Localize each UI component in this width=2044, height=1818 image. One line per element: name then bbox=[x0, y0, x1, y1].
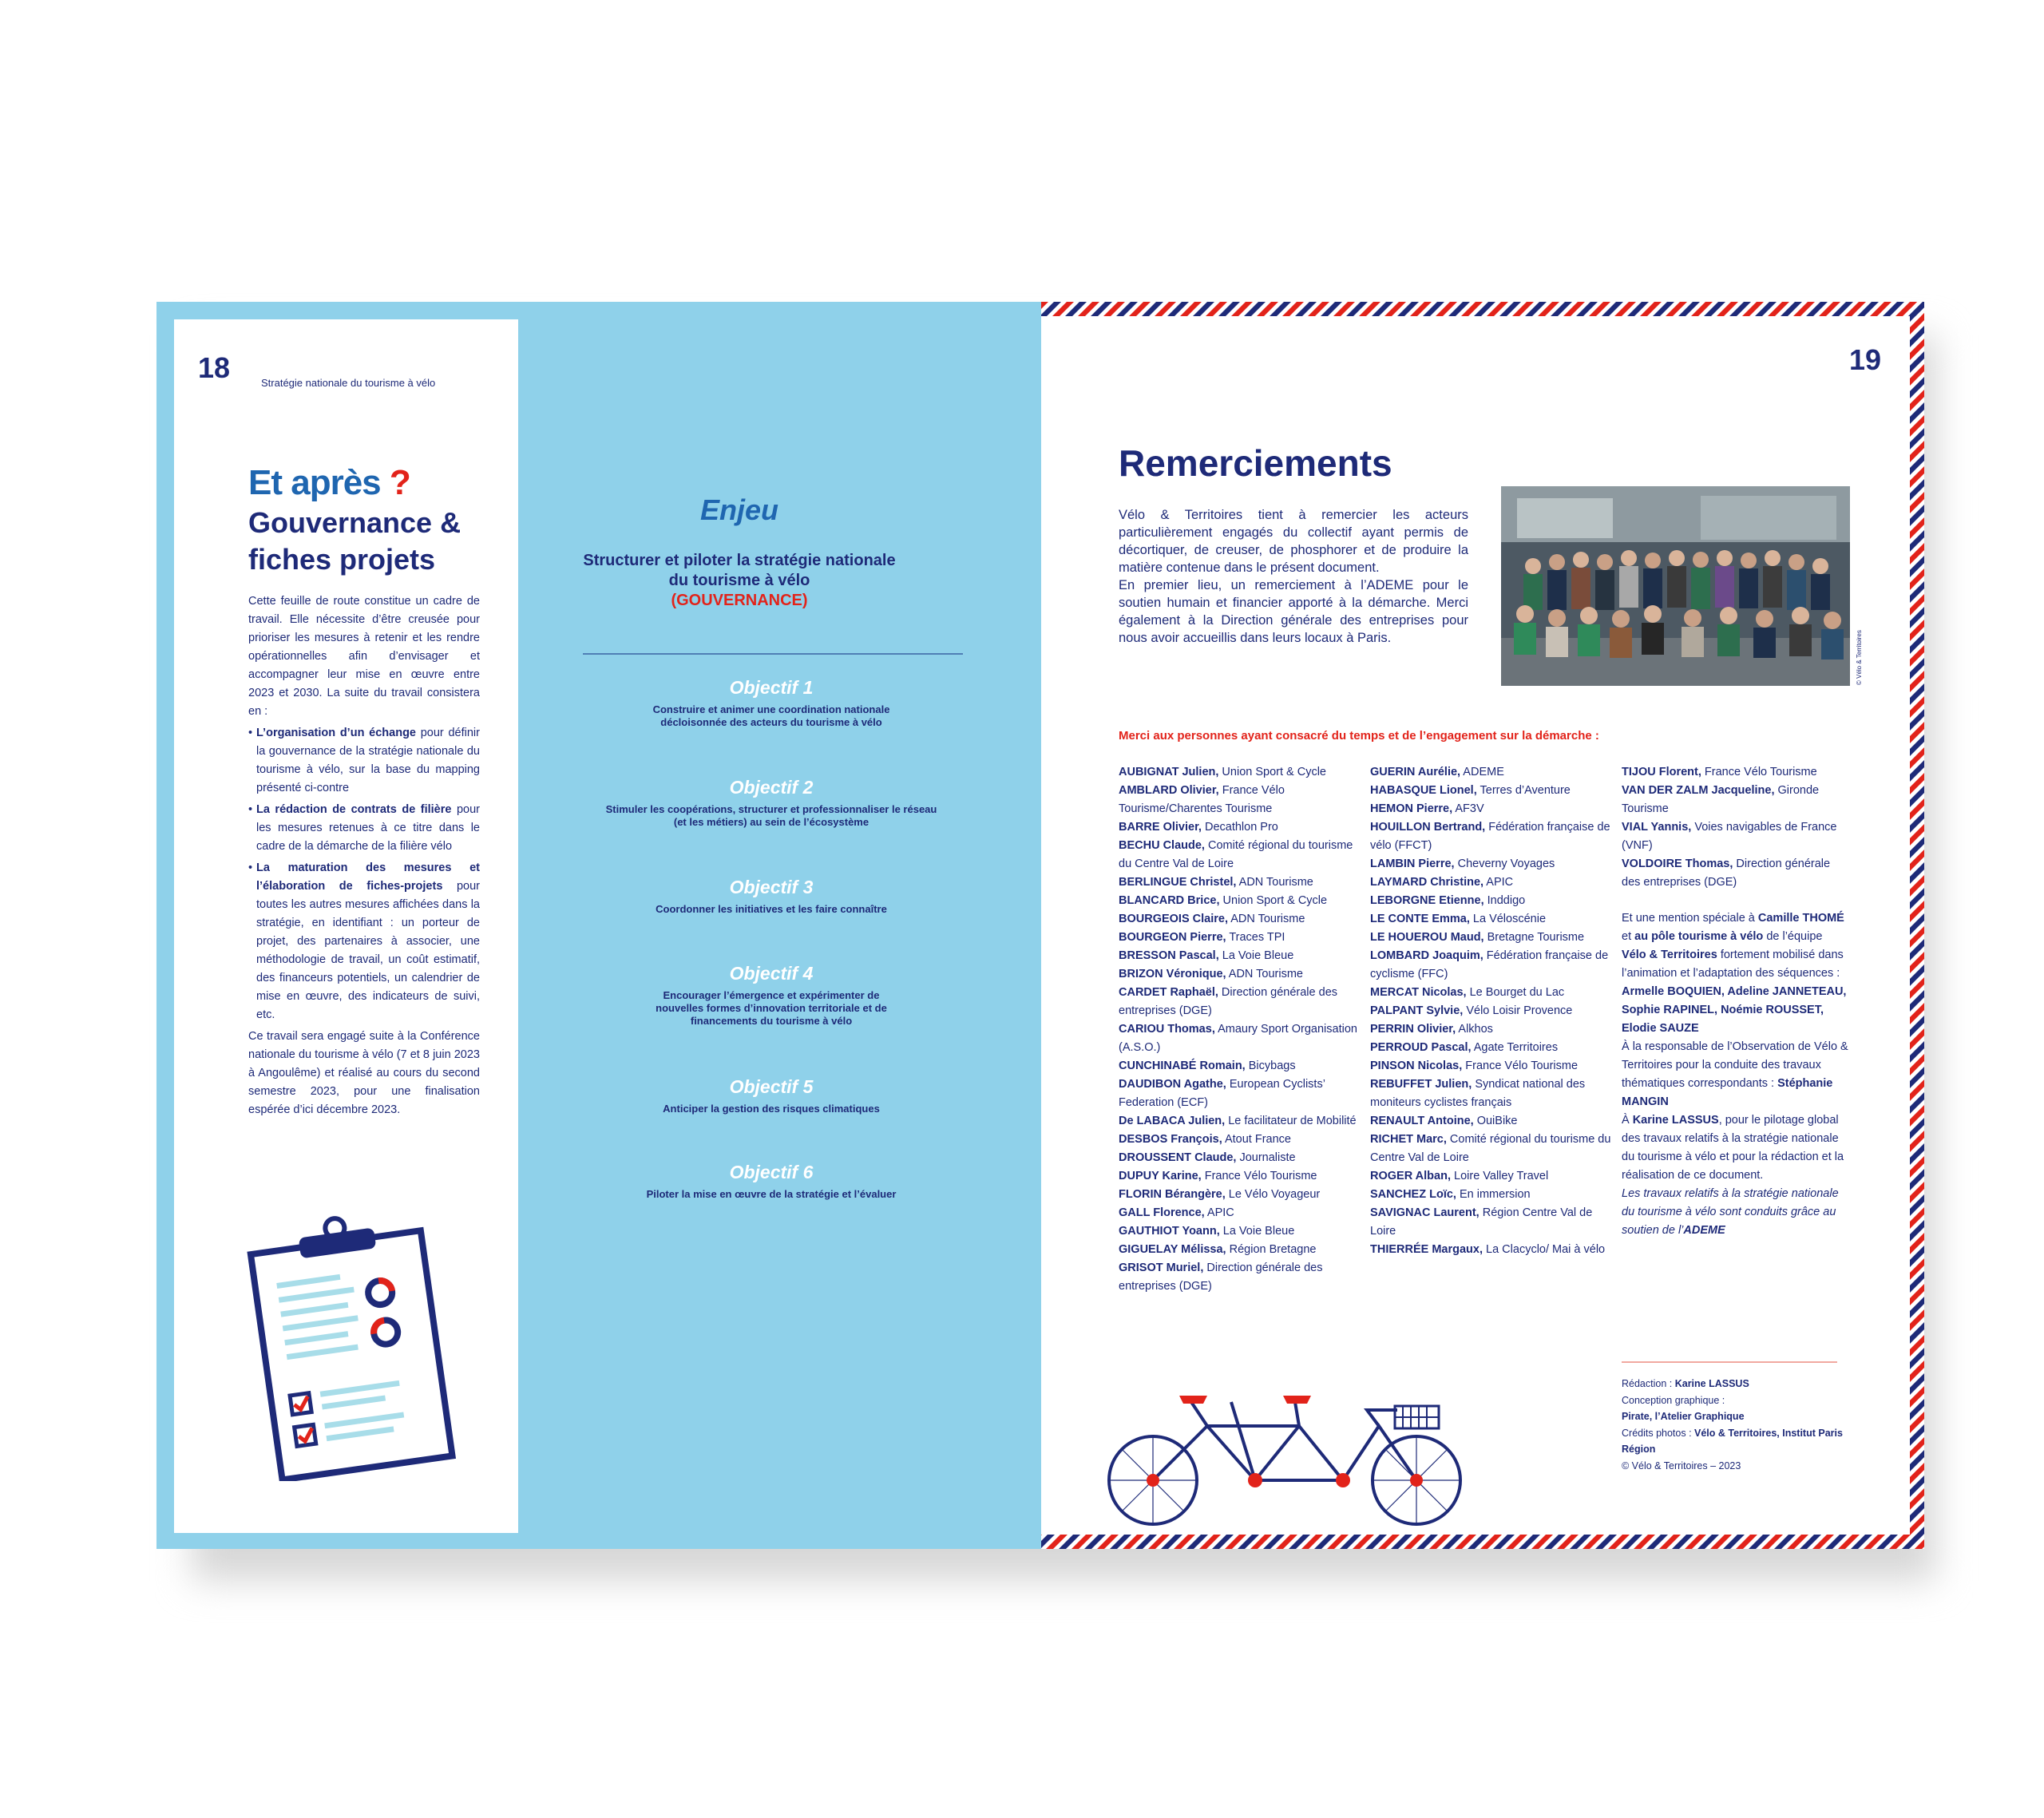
acknowledged-person bbox=[1119, 929, 1362, 947]
person-organisation: APIC bbox=[1483, 876, 1514, 889]
person-organisation: European Cyclists’ Federation (ECF) bbox=[1119, 1078, 1325, 1109]
acknowledged-person bbox=[1370, 910, 1614, 929]
acknowledged-person bbox=[1370, 1112, 1614, 1131]
person-name: SANCHEZ Loïc, bbox=[1370, 1188, 1456, 1201]
tandem-bicycle-illustration bbox=[1103, 1378, 1479, 1530]
person-name: CARDET Raphaël, bbox=[1119, 986, 1218, 999]
acknowledged-person bbox=[1119, 763, 1362, 782]
acknowledged-person bbox=[1119, 837, 1362, 873]
person-organisation: France Vélo Tourisme bbox=[1701, 766, 1817, 778]
acknowledged-person bbox=[1370, 1002, 1614, 1020]
acknowledged-person bbox=[1119, 1167, 1362, 1186]
person-organisation: Terres d’Aventure bbox=[1476, 784, 1571, 797]
person-organisation: APIC bbox=[1204, 1206, 1234, 1219]
person-name: GUERIN Aurélie, bbox=[1370, 766, 1461, 778]
person-organisation: Union Sport & Cycle bbox=[1218, 766, 1326, 778]
bullet-item: • L’organisation d’un échange pour définir la gouvernance de la stratégie nationale du tourisme à vélo, sur la base du mapping présenté ci-contre bbox=[248, 724, 480, 798]
credits-rule bbox=[1622, 1361, 1837, 1363]
person-name: HABASQUE Lionel, bbox=[1370, 784, 1477, 797]
person-name: RENAULT Antoine, bbox=[1370, 1115, 1474, 1127]
person-name: DROUSSENT Claude, bbox=[1119, 1151, 1237, 1164]
person-name: LOMBARD Joaquim, bbox=[1370, 949, 1483, 962]
person-name: REBUFFET Julien, bbox=[1370, 1078, 1472, 1091]
remerciements-title: Remerciements bbox=[1119, 442, 1392, 484]
person-organisation: Comité régional du tourisme du Centre Val de Loire bbox=[1370, 1133, 1611, 1164]
objective-4: Objectif 4 Encourager l’émergence et expérimenter de nouvelles formes d’innovation territoriale et de financements du tourisme à vélo bbox=[656, 963, 887, 1027]
acknowledged-person bbox=[1119, 1204, 1362, 1222]
page-number-right: 19 bbox=[1849, 343, 1882, 376]
acknowledged-person bbox=[1370, 892, 1614, 910]
acknowledged-person bbox=[1370, 947, 1614, 984]
objective-6: Objectif 6 Piloter la mise en œuvre de la stratégie et l’évaluer bbox=[646, 1162, 897, 1200]
acknowledged-person bbox=[1119, 1222, 1362, 1241]
special-mention: Et une mention spéciale à Camille THOMÉ et au pôle tourisme à vélo de l’équipe Vélo & Territoires fortement mobilisé dans l’animation et l’adaptation des séquences : Armelle BOQUIEN, Adeline JANNETEAU, Sophie RAPINEL, Noémie ROUSSET, Elodie SAUZE bbox=[1622, 912, 1847, 1035]
acknowledged-person bbox=[1622, 782, 1849, 818]
acknowledged-person bbox=[1370, 763, 1614, 782]
acknowledged-person bbox=[1119, 1131, 1362, 1149]
person-organisation: Cheverny Voyages bbox=[1454, 858, 1555, 870]
person-organisation: Direction générale des entreprises (DGE) bbox=[1622, 858, 1831, 889]
person-name: CUNCHINABÉ Romain, bbox=[1119, 1060, 1246, 1072]
person-organisation: OuiBike bbox=[1473, 1115, 1518, 1127]
person-name: AUBIGNAT Julien, bbox=[1119, 766, 1219, 778]
person-name: PINSON Nicolas, bbox=[1370, 1060, 1463, 1072]
acknowledged-person bbox=[1370, 855, 1614, 873]
person-organisation: La Voie Bleue bbox=[1218, 949, 1294, 962]
divider bbox=[583, 653, 963, 655]
outro-paragraph: Ce travail sera engagé suite à la Conférence nationale du tourisme à vélo (7 et 8 juin 2023 à Angoulême) et réalisé au cours du second semestre 2023, pour une finalisation espérée d’ici décembre 2023. bbox=[248, 1030, 480, 1116]
person-organisation: France Vélo Tourisme bbox=[1462, 1060, 1579, 1072]
person-name: FLORIN Bérangère, bbox=[1119, 1188, 1226, 1201]
acknowledged-person bbox=[1119, 965, 1362, 984]
person-name: VIAL Yannis, bbox=[1622, 821, 1692, 834]
person-name: GALL Florence, bbox=[1119, 1206, 1205, 1219]
person-name: MERCAT Nicolas, bbox=[1370, 986, 1467, 999]
person-name: LE CONTE Emma, bbox=[1370, 913, 1470, 925]
person-organisation: Direction générale des entreprises (DGE) bbox=[1119, 1262, 1323, 1293]
acknowledged-person bbox=[1370, 1241, 1614, 1259]
acknowledged-person bbox=[1370, 929, 1614, 947]
person-organisation: La Clacyclo/ Mai à vélo bbox=[1483, 1243, 1606, 1256]
acknowledged-person bbox=[1370, 1167, 1614, 1186]
acknowledged-person bbox=[1370, 1131, 1614, 1167]
person-name: LAYMARD Christine, bbox=[1370, 876, 1484, 889]
person-organisation: Bicybags bbox=[1245, 1060, 1296, 1072]
person-name: DESBOS François, bbox=[1119, 1133, 1222, 1146]
credits-block: Rédaction : Karine LASSUS Conception graphique : Pirate, l’Atelier Graphique Crédits photos : Vélo & Territoires, Institut Paris Région © Vélo & Territoires – 2023 bbox=[1622, 1378, 1843, 1471]
acknowledged-person bbox=[1622, 855, 1849, 892]
acknowledged-person bbox=[1622, 763, 1849, 782]
person-name: AMBLARD Olivier, bbox=[1119, 784, 1219, 797]
person-name: HOUILLON Bertrand, bbox=[1370, 821, 1486, 834]
names-column-2 bbox=[1370, 763, 1614, 1259]
person-organisation: En immersion bbox=[1456, 1188, 1531, 1201]
acknowledged-person bbox=[1119, 1020, 1362, 1057]
person-name: CARIOU Thomas, bbox=[1119, 1023, 1215, 1036]
person-name: BLANCARD Brice, bbox=[1119, 894, 1220, 907]
person-name: GIGUELAY Mélissa, bbox=[1119, 1243, 1226, 1256]
left-page bbox=[156, 302, 1041, 1549]
person-name: PERRIN Olivier, bbox=[1370, 1023, 1456, 1036]
left-text-panel bbox=[174, 319, 518, 1533]
person-organisation: Loire Valley Travel bbox=[1450, 1170, 1549, 1182]
person-organisation: Le facilitateur de Mobilité bbox=[1225, 1115, 1357, 1127]
person-name: RICHET Marc, bbox=[1370, 1133, 1447, 1146]
acknowledged-person bbox=[1119, 910, 1362, 929]
lassus-mention: À Karine LASSUS, pour le pilotage global des travaux relatifs à la stratégie nationale du tourisme à vélo et pour la rédaction et la réalisation de ce document. bbox=[1622, 1114, 1844, 1182]
person-organisation: Le Bourget du Lac bbox=[1466, 986, 1565, 999]
acknowledged-person bbox=[1119, 984, 1362, 1020]
person-organisation: Le Vélo Voyageur bbox=[1225, 1188, 1321, 1201]
group-photo bbox=[1501, 486, 1850, 686]
person-organisation: France Vélo Tourisme bbox=[1201, 1170, 1317, 1182]
running-head: Stratégie nationale du tourisme à vélo bbox=[261, 377, 436, 389]
person-name: TIJOU Florent, bbox=[1622, 766, 1701, 778]
acknowledged-person bbox=[1119, 1259, 1362, 1296]
acknowledged-person bbox=[1370, 782, 1614, 800]
person-name: VOLDOIRE Thomas, bbox=[1622, 858, 1733, 870]
person-organisation: ADN Tourisme bbox=[1236, 876, 1313, 889]
person-name: HEMON Pierre, bbox=[1370, 802, 1453, 815]
person-organisation: Amaury Sport Organisation (A.S.O.) bbox=[1119, 1023, 1357, 1054]
heading-gouvernance: Gouvernance & fiches projets bbox=[248, 506, 461, 576]
person-name: ROGER Alban, bbox=[1370, 1170, 1451, 1182]
person-organisation: Agate Territoires bbox=[1471, 1041, 1559, 1054]
person-name: LE HOUEROU Maud, bbox=[1370, 931, 1484, 944]
bullet-item: • La maturation des mesures et l’élaboration de fiches-projets pour toutes les autres mesures affichées dans la stratégie, en identifiant : un porteur de projet, des partenaires à associer, une méthodologie de travail, un coût estimatif, des financeurs potentiels, un calendrier de mise en œuvre, des indicateurs de suivi, etc. bbox=[248, 859, 480, 1024]
person-organisation: La Voie Bleue bbox=[1219, 1225, 1295, 1238]
names-column-1 bbox=[1119, 763, 1362, 1296]
acknowledged-person bbox=[1370, 1057, 1614, 1075]
person-organisation: Direction générale des entreprises (DGE) bbox=[1119, 986, 1338, 1017]
photo-credit: © Vélo & Territoires bbox=[1856, 630, 1863, 685]
enjeu-subtitle: Structurer et piloter la stratégie nationale du tourisme à vélo (GOUVERNANCE) bbox=[583, 552, 896, 609]
acknowledged-person bbox=[1370, 1186, 1614, 1204]
person-name: PALPANT Sylvie, bbox=[1370, 1004, 1464, 1017]
person-organisation: Union Sport & Cycle bbox=[1219, 894, 1328, 907]
person-organisation: Bretagne Tourisme bbox=[1483, 931, 1585, 944]
person-organisation: Vélo Loisir Provence bbox=[1463, 1004, 1573, 1017]
acknowledged-person bbox=[1370, 984, 1614, 1002]
person-name: GRISOT Muriel, bbox=[1119, 1262, 1204, 1274]
person-organisation: Comité régional du tourisme du Centre Val de Loire bbox=[1119, 839, 1353, 870]
acknowledged-person bbox=[1119, 1075, 1362, 1112]
right-page bbox=[1041, 302, 1924, 1549]
acknowledged-person bbox=[1119, 1149, 1362, 1167]
acknowledged-person bbox=[1622, 818, 1849, 855]
heading-et-apres: Et après ? bbox=[248, 463, 410, 502]
person-name: VAN DER ZALM Jacqueline, bbox=[1622, 784, 1775, 797]
person-organisation: Atout France bbox=[1222, 1133, 1291, 1146]
left-body-text bbox=[248, 592, 480, 1123]
acknowledged-person bbox=[1119, 782, 1362, 818]
person-organisation: Traces TPI bbox=[1226, 931, 1285, 944]
person-organisation: Syndicat national des moniteurs cyclistes français bbox=[1370, 1078, 1586, 1109]
person-organisation: Gironde Tourisme bbox=[1622, 784, 1820, 815]
person-organisation: Inddigo bbox=[1483, 894, 1526, 907]
acknowledged-person bbox=[1119, 947, 1362, 965]
acknowledged-person bbox=[1370, 1075, 1614, 1112]
person-organisation: Fédération française de vélo (FFCT) bbox=[1370, 821, 1610, 852]
person-organisation: AF3V bbox=[1452, 802, 1484, 815]
person-name: DAUDIBON Agathe, bbox=[1119, 1078, 1226, 1091]
page-number-left: 18 bbox=[198, 351, 231, 384]
person-name: De LABACA Julien, bbox=[1119, 1115, 1226, 1127]
person-organisation: Alkhos bbox=[1456, 1023, 1493, 1036]
objective-2: Objectif 2 Stimuler les coopérations, structurer et professionnaliser le réseau (et les métiers) au sein de l’écosystème bbox=[605, 777, 937, 828]
person-organisation: Journaliste bbox=[1236, 1151, 1296, 1164]
objective-1: Objectif 1 Construire et animer une coordination nationale décloisonnée des acteurs du tourisme à vélo bbox=[652, 677, 890, 728]
acknowledged-person bbox=[1370, 1020, 1614, 1039]
bullet-item: • La rédaction de contrats de filière pour les mesures retenues à ce titre dans le cadre de la démarche de la filière vélo bbox=[248, 801, 480, 856]
person-organisation: La Véloscénie bbox=[1469, 913, 1547, 925]
acknowledged-person bbox=[1119, 1186, 1362, 1204]
merci-heading: Merci aux personnes ayant consacré du temps et de l’engagement sur la démarche : bbox=[1119, 729, 1599, 743]
observation-mention: À la responsable de l’Observation de Vélo & Territoires pour la conduite des travaux thématiques correspondants : Stéphanie MANGIN bbox=[1622, 1040, 1848, 1108]
person-name: BERLINGUE Christel, bbox=[1119, 876, 1237, 889]
ademe-note: Les travaux relatifs à la stratégie nationale du tourisme à vélo sont conduits grâce au soutien de l’ADEME bbox=[1622, 1187, 1839, 1237]
acknowledged-person bbox=[1119, 1057, 1362, 1075]
names-column-3 bbox=[1622, 763, 1849, 1240]
intro-paragraph: Cette feuille de route constitue un cadre de travail. Elle nécessite d’être creusée pour prioriser les mesures à retenir et les rendre opérationnelles afin d’envisager et accompagner leur mise en œuvre entre 2023 et 2030. La suite du travail consistera en : bbox=[248, 595, 480, 718]
acknowledged-person bbox=[1370, 873, 1614, 892]
person-name: BARRE Olivier, bbox=[1119, 821, 1202, 834]
person-name: DUPUY Karine, bbox=[1119, 1170, 1202, 1182]
person-name: PERROUD Pascal, bbox=[1370, 1041, 1472, 1054]
acknowledged-person bbox=[1119, 1241, 1362, 1259]
person-name: BRESSON Pascal, bbox=[1119, 949, 1219, 962]
person-name: GAUTHIOT Yoann, bbox=[1119, 1225, 1220, 1238]
person-name: THIERRÉE Margaux, bbox=[1370, 1243, 1483, 1256]
person-name: BOURGEOIS Claire, bbox=[1119, 913, 1228, 925]
person-name: SAVIGNAC Laurent, bbox=[1370, 1206, 1480, 1219]
person-organisation: ADEME bbox=[1460, 766, 1504, 778]
enjeu-title: Enjeu bbox=[699, 493, 778, 526]
acknowledged-person bbox=[1370, 800, 1614, 818]
intro-text: Vélo & Territoires tient à remercier les acteurs particulièrement engagés du collectif ayant permis de décortiquer, de creuser, de phosphorer et de produire la matière contenue dans le présent document. En premier lieu, un remerciement à l’ADEME pour le soutien humain et financier apporté à la démarche. Merci également à la Direction générale des entreprises pour nous avoir accueillis dans leurs locaux à Paris. bbox=[1119, 508, 1468, 645]
acknowledged-person bbox=[1370, 818, 1614, 855]
person-name: BRIZON Véronique, bbox=[1119, 968, 1226, 980]
person-name: BOURGEON Pierre, bbox=[1119, 931, 1226, 944]
acknowledged-person bbox=[1119, 873, 1362, 892]
brochure-spread bbox=[156, 302, 1924, 1549]
clipboard-illustration bbox=[242, 1210, 458, 1481]
person-organisation: ADN Tourisme bbox=[1227, 913, 1305, 925]
person-organisation: Voies navigables de France (VNF) bbox=[1622, 821, 1837, 852]
person-organisation: ADN Tourisme bbox=[1226, 968, 1303, 980]
person-organisation: Decathlon Pro bbox=[1201, 821, 1278, 834]
person-organisation: Région Bretagne bbox=[1226, 1243, 1317, 1256]
acknowledged-person bbox=[1370, 1039, 1614, 1057]
person-organisation: Région Centre Val de Loire bbox=[1370, 1206, 1593, 1238]
acknowledged-person bbox=[1119, 818, 1362, 837]
objective-5: Objectif 5 Anticiper la gestion des risques climatiques bbox=[663, 1076, 880, 1115]
acknowledged-person bbox=[1370, 1204, 1614, 1241]
person-name: BECHU Claude, bbox=[1119, 839, 1205, 852]
person-name: LAMBIN Pierre, bbox=[1370, 858, 1455, 870]
person-organisation: Fédération française de cyclisme (FFC) bbox=[1370, 949, 1609, 980]
acknowledged-person bbox=[1119, 1112, 1362, 1131]
acknowledged-person bbox=[1119, 892, 1362, 910]
person-name: LEBORGNE Etienne, bbox=[1370, 894, 1484, 907]
objective-3: Objectif 3 Coordonner les initiatives et les faire connaître bbox=[656, 877, 887, 915]
person-organisation: France Vélo Tourisme/Charentes Tourisme bbox=[1119, 784, 1285, 815]
